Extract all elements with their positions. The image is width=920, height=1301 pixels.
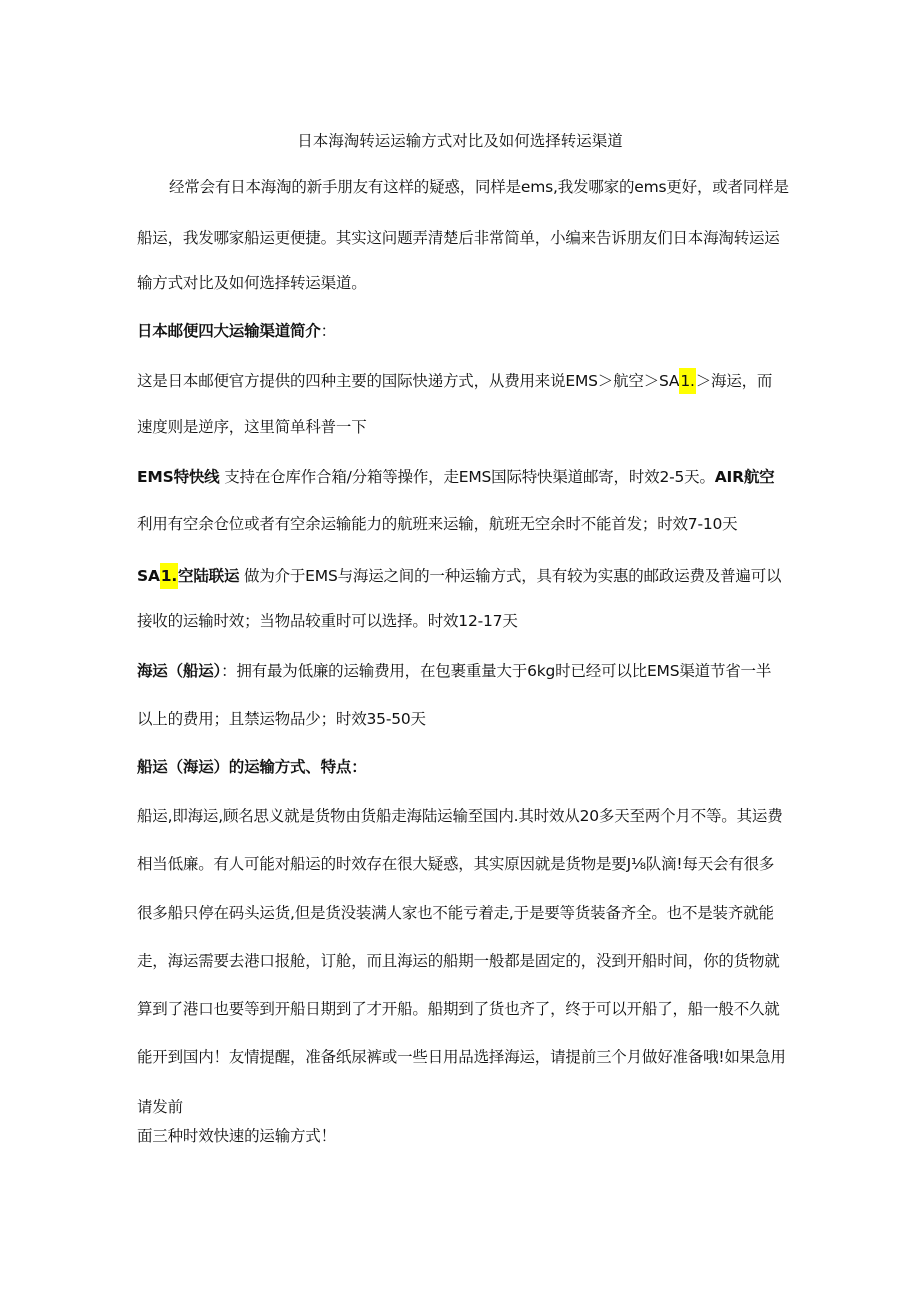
body-line-1: 船运,即海运,顾名思义就是货物由货船走海陆运输至国内.其时效从20多天至两个月不等。其运费 — [137, 807, 783, 825]
section1-heading: 日本邮便四大运输渠道简介 — [137, 322, 321, 340]
body-line-5: 算到了港口也要等到开船日期到了才开船。船期到了货也齐了，终于可以开船了，船一般不久就 — [137, 1000, 780, 1018]
highlight-mark-2: 1. — [160, 563, 178, 589]
intro-line-1: 经常会有日本海淘的新手朋友有这样的疑惑，同样是ems,我发哪家的ems更好，或者同样是 — [169, 178, 789, 196]
tail-line-2: 面三种时效快速的运输方式！ — [137, 1127, 336, 1145]
tail-line-1: 请发前 — [137, 1098, 183, 1116]
ems-line — [137, 466, 787, 488]
highlight-mark: 1. — [679, 368, 695, 394]
sal-line-2: 接收的运输时效；当物品较重时可以选择。时效12-17天 — [137, 612, 518, 630]
sal-line-1 — [137, 563, 787, 589]
section1-line1-a: 这是日本邮便官方提供的四种主要的国际快递方式，从费用来说EMS＞航空＞SA — [137, 372, 680, 390]
sea-text-1: ：拥有最为低廉的运输费用，在包裹重量大于6kg时已经可以比EMS渠道节省一半 — [221, 662, 772, 680]
section1-line-2: 速度则是逆序，这里简单科普一下 — [137, 418, 367, 436]
body-line-6: 能开到国内！友情提醒，准备纸尿裤或一些日用品选择海运，请提前三个月做好准备哦!如果急用 — [137, 1048, 786, 1066]
ems-label: EMS特快线 — [137, 468, 220, 486]
intro-line-3: 输方式对比及如何选择转运渠道。 — [137, 274, 367, 292]
ems-text: 支持在仓库作合箱/分箱等操作，走EMS国际特快渠道邮寄，时效2-5天。 — [224, 468, 715, 486]
sea-label: 海运（船运） — [137, 662, 222, 680]
body-line-3: 很多船只停在码头运货,但是货没装满人家也不能亏着走,于是要等货装备齐全。也不是装齐就能 — [137, 904, 774, 922]
sea-line-1 — [137, 660, 787, 682]
body-line-2: 相当低廉。有人可能对船运的时效存在很大疑惑，其实原因就是货物是要J⅛队滴!每天会有很多 — [137, 855, 775, 873]
intro-line-2: 船运，我发哪家船运更便捷。其实这问题弄清楚后非常简单，小编来告诉朋友们日本海淘转运运 — [137, 229, 780, 247]
section2-heading: 船运（海运）的运输方式、特点： — [137, 758, 367, 776]
sea-line-2: 以上的费用；且禁运物品少；时效35-50天 — [137, 710, 426, 728]
section1-heading-line — [137, 320, 787, 342]
document-title: 日本海淘转运运输方式对比及如何选择转运渠道 — [297, 132, 623, 150]
section1-heading-suffix: ： — [320, 322, 336, 340]
air-label: AIR航空 — [714, 468, 775, 486]
section1-line1-b: ＞海运，而 — [695, 372, 773, 390]
section1-line-1 — [137, 368, 787, 394]
body-line-4: 走，海运需要去港口报舱，订舱，而且海运的船期一般都是固定的，没到开船时间，你的货物就 — [137, 952, 780, 970]
sal-text-1: 做为介于EMS与海运之间的一种运输方式，具有较为实惠的邮政运费及普遍可以 — [243, 567, 782, 585]
air-text-line: 利用有空余仓位或者有空余运输能力的航班来运输，航班无空余时不能首发；时效7-10天 — [137, 515, 738, 533]
sal-label-b: 空陆联运 — [178, 567, 240, 585]
sal-label-a: SA — [137, 567, 160, 585]
